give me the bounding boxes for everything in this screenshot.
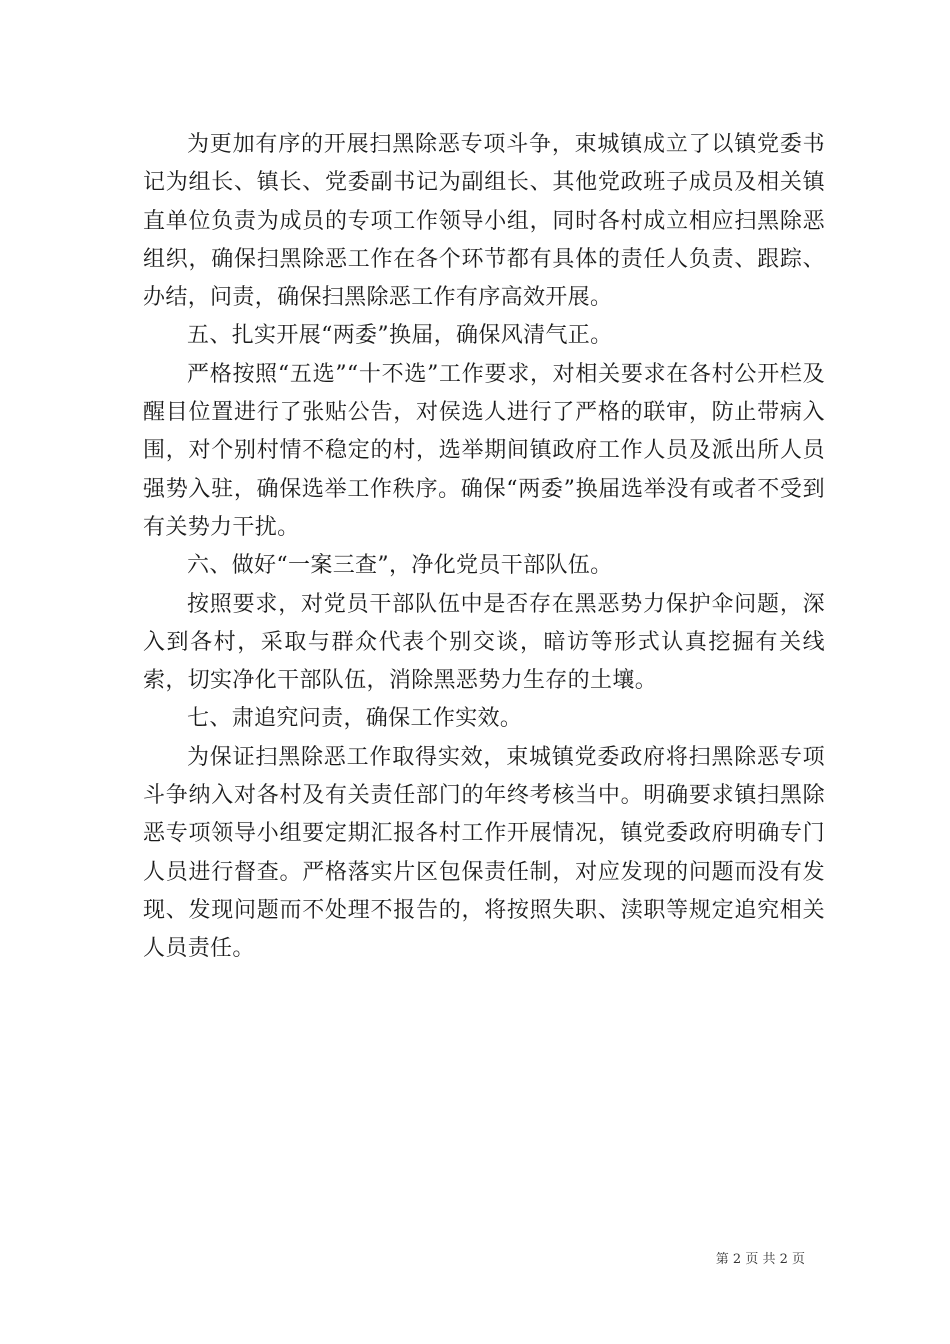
- paragraph-investigation: 按照要求，对党员干部队伍中是否存在黑恶势力保护伞问题，深入到各村，采取与群众代表个别交谈，暗访等形式认真挖掘有关线索，切实净化干部队伍，消除黑恶势力生存的土壤。: [143, 591, 825, 694]
- paragraph-accountability: 为保证扫黑除恶工作取得实效，束城镇党委政府将扫黑除恶专项斗争纳入对各村及有关责任部门的年终考核当中。明确要求镇扫黑除恶专项领导小组要定期汇报各村工作开展情况，镇党委政府明确专门人员进行督查。严格落实片区包保责任制，对应发现的问题而没有发现、发现问题而不处理不报告的，将按照失职、渎职等规定追究相关人员责任。: [143, 744, 825, 962]
- paragraph-election: 严格按照“五选”“十不选”工作要求，对相关要求在各村公开栏及醒目位置进行了张贴公告，对侯选人进行了严格的联审，防止带病入围，对个别村情不稳定的村，选举期间镇政府工作人员及派出所人员强势入驻，确保选举工作秩序。确保“两委”换届选举没有或者不受到有关势力干扰。: [143, 361, 825, 540]
- page-number-footer: 第 2 页 共 2 页: [715, 1252, 805, 1267]
- heading-section-seven: 七、肃追究问责，确保工作实效。: [187, 706, 523, 732]
- document-body: [143, 126, 825, 969]
- heading-section-five: 五、扎实开展“两委”换届，确保风清气正。: [187, 323, 613, 349]
- heading-section-six: 六、做好“一案三查”，净化党员干部队伍。: [187, 553, 613, 579]
- paragraph-leadership-group: 为更加有序的开展扫黑除恶专项斗争，束城镇成立了以镇党委书记为组长、镇长、党委副书记为副组长、其他党政班子成员及相关镇直单位负责为成员的专项工作领导小组，同时各村成立相应扫黑除恶组织，确保扫黑除恶工作在各个环节都有具体的责任人负责、跟踪、办结，问责，确保扫黑除恶工作有序高效开展。: [143, 132, 825, 311]
